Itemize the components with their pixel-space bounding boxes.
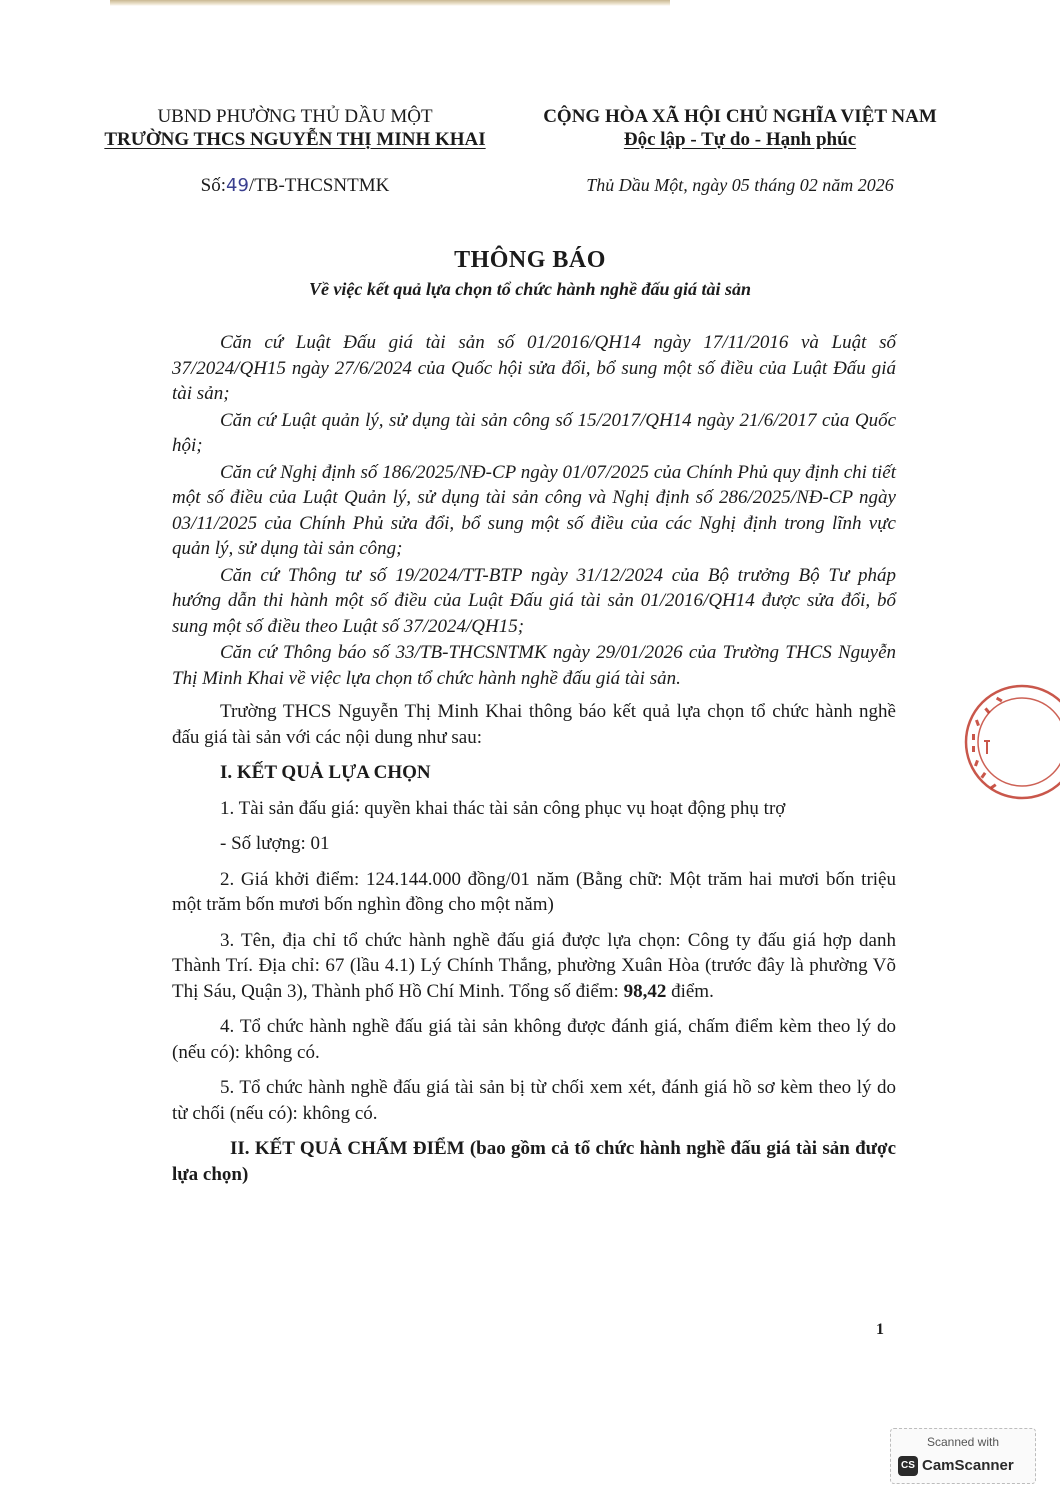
total-score-unit: điểm.: [666, 980, 714, 1002]
item-asset: 1. Tài sản đấu giá: quyền khai thác tài sản công phục vụ hoạt động phụ trợ: [220, 797, 786, 819]
document-body: [172, 330, 896, 1187]
national-motto: Độc lập - Tự do - Hạnh phúc: [623, 129, 857, 150]
item-not-evaluated: 4. Tổ chức hành nghề đấu giá tài sản không được đánh giá, chấm điểm kèm theo lý do (nếu có): không có.: [172, 1016, 896, 1063]
item-selected-organization: [172, 928, 896, 1005]
camscanner-badge: [890, 1428, 1036, 1484]
item-rejected: 5. Tổ chức hành nghề đấu giá tài sản bị từ chối xem xét, đánh giá hồ sơ kèm theo lý do từ chối (nếu có): không có.: [172, 1077, 896, 1124]
scanned-with-label: Scanned with: [926, 1435, 1000, 1449]
legal-basis-2: Căn cứ Luật quản lý, sử dụng tài sản công số 15/2017/QH14 ngày 21/6/2017 của Quốc hội;: [172, 409, 896, 456]
legal-basis-3: Căn cứ Nghị định số 186/2025/NĐ-CP ngày 01/07/2025 của Chính Phủ quy định chi tiết một số điều của Luật Quản lý, sử dụng tài sản công và Nghị định số 286/2025/NĐ-CP ngày 03/11/2025 của Chính Phủ sửa đổi, bổ sung một số điều của các Nghị định trong lĩnh vực quản lý, sử dụng tài sản công;: [172, 461, 896, 559]
school-name: TRƯỜNG THCS NGUYỄN THỊ MINH KHAI: [104, 129, 486, 150]
total-score: 98,42: [623, 980, 667, 1002]
document-number: [100, 175, 490, 197]
red-seal-stamp-icon: [960, 680, 1060, 810]
camscanner-brand: CamScanner: [922, 1457, 1014, 1474]
country-name: CỘNG HÒA XÃ HỘI CHỦ NGHĨA VIỆT NAM: [543, 106, 937, 127]
page-number: 1: [876, 1321, 884, 1338]
place-and-date: Thủ Dầu Một, ngày 05 tháng 02 năm 2026: [586, 175, 894, 195]
legal-basis-5: Căn cứ Thông báo số 33/TB-THCSNTMK ngày 29/01/2026 của Trường THCS Nguyễn Thị Minh Khai về việc lựa chọn tổ chức hành nghề đấu giá tài sản.: [172, 642, 896, 689]
intro-paragraph: Trường THCS Nguyễn Thị Minh Khai thông báo kết quả lựa chọn tổ chức hành nghề đấu giá tài sản với các nội dung như sau:: [172, 701, 896, 748]
legal-basis-4: Căn cứ Thông tư số 19/2024/TT-BTP ngày 31/12/2024 của Bộ trưởng Bộ Tư pháp hướng dẫn thi hành một số điều của Luật Đấu giá tài sản 01/2016/QH14 được sửa đổi, bổ sung một số điều theo Luật số 37/2024/QH15;: [172, 564, 896, 637]
document-subtitle: Về việc kết quả lựa chọn tổ chức hành nghề đấu giá tài sản: [308, 279, 752, 299]
camscanner-logo-icon: CS: [898, 1456, 918, 1476]
item-starting-price: 2. Giá khởi điểm: 124.144.000 đồng/01 năm (Bằng chữ: Một trăm hai mươi bốn triệu một trăm bốn mươi bốn nghìn đồng cho một năm): [172, 868, 896, 915]
paper-top-edge: [110, 0, 670, 6]
item-quantity: - Số lượng: 01: [220, 833, 330, 854]
document-number-suffix: /TB-THCSNTMK: [248, 175, 390, 196]
issuing-authority: [100, 105, 490, 151]
section-2-heading: II. KẾT QUẢ CHẤM ĐIỂM (bao gồm cả tổ chức hành nghề đấu giá tài sản được lựa chọn): [172, 1138, 896, 1185]
parent-organization: UBND PHƯỜNG THỦ DẦU MỘT: [157, 106, 433, 127]
document-title: THÔNG BÁO: [454, 247, 606, 273]
legal-basis-1: Căn cứ Luật Đấu giá tài sản số 01/2016/QH14 ngày 17/11/2016 và Luật số 37/2024/QH15 ngày 27/6/2024 của Quốc hội sửa đổi, bổ sung một số điều của Luật Đấu giá tài sản;: [172, 332, 896, 404]
national-header: [530, 105, 950, 151]
document-number-prefix: Số:: [200, 175, 227, 196]
section-1-heading: I. KẾT QUẢ LỰA CHỌN: [220, 762, 431, 783]
selected-organization-text: 3. Tên, địa chỉ tổ chức hành nghề đấu giá được lựa chọn: Công ty đấu giá hợp danh Thành Trí. Địa chỉ: 67 (lầu 4.1) Lý Chính Thắng, phường Xuân Hòa (trước đây là phường Võ Thị Sáu, Quận 3), Thành phố Hồ Chí Minh. Tổng số điểm:: [172, 929, 896, 1002]
document-number-handwritten: 49: [226, 175, 249, 196]
